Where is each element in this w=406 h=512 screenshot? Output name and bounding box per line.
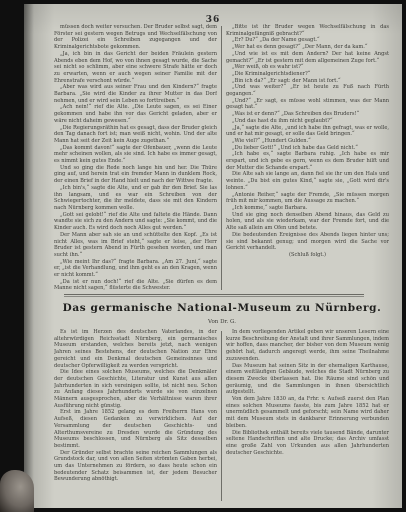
- article-title: Das germanische National-Museum zu Nürnberg.: [62, 302, 382, 314]
- article-right-column: [226, 329, 389, 504]
- paragraph: „Ich habe es,“ sagte Barbara ruhig. „Ich habe es mir erspart, und ich gebe es gern, wenn es dem Bruder hilft und der Mutter die Schande erspart.“: [226, 151, 389, 171]
- paragraph: Die Idee eines solchen Museums, welches die Denkmäler der deutschen Geschichte, Literatur und Kunst aus allen Jahrhunderten in sich vereinigen sollte, ist nicht neu. Schon zu Anfang dieses Jahrhunderts wurde sie von einzelnen Männern ausgesprochen, aber die Verhältnisse waren ihrer Ausführung nicht günstig.: [54, 369, 217, 409]
- section-rule-thin: [64, 296, 364, 297]
- paragraph: „Ja, ich bin in das Gericht der beiden Fräulein gestern Abends eben dem Hof, wo von ihnen gesagt wurde, die Sache sei nicht so schlimm, aber eine schwere Strafe hätte er doch zu erwarten, wenn er auch wegen seiner Familie mit der Ehrenstrafe verschont würde.“: [54, 50, 217, 84]
- paragraph: „Antonie Reiher,“ sagte der Fremde, „Sie müssen morgen früh mit mir kommen, um die Aussage zu machen.“: [226, 191, 389, 205]
- paragraph: Der Mann aber sah sie an und schüttelte den Kopf. „Es ist nicht Alles, was im Brief steht,“ sagte er leise, „der Herr Bruder ist gestern Abend in Fürth gesehen worden, und man sucht ihn.“: [54, 231, 217, 258]
- paragraph: „Er? Du?“ „Da der Name gesagt.“: [232, 37, 320, 44]
- paragraph: müssen doch weiter versuchen. Der Bruder selbst sagt, dem Förster sei gestern wegen Betrugs und Wechselfälschung von der Polizei ein Schreiben zugegangen und der Kriminalgerichtsbote gekommen.: [54, 24, 217, 51]
- paragraph: „Die Kriminalgerichtsdiener?“: [232, 70, 311, 77]
- paragraph: Und sie ging noch denselben Abend hinaus, das Geld zu holen, und als sie wiederkam, war der Fremde fort, und die Alte saß allein am Ofen und betete.: [226, 211, 389, 232]
- column-divider: [221, 331, 222, 501]
- paragraph: Die Alte sah sie lange an, dann fiel sie ihr um den Hals und weinte. „Du bist ein gutes Kind,“ sagte sie, „Gott wird dir's lohnen.“: [226, 171, 389, 191]
- paragraph: „Und das hast du ihm nicht geglaubt?“: [232, 117, 333, 124]
- paragraph: In dem vorliegenden Artikel geben wir unseren Lesern eine kurze Beschreibung der Anstalt und ihrer Sammlungen, indem wir hoffen, dass mancher, der bisher von dem Museum wenig gehört hat, dadurch angeregt werde, ihm seine Theilnahme zuzuwenden.: [226, 329, 389, 362]
- story-columns: [54, 24, 390, 292]
- paragraph: Erst im Jahre 1852 gelang es dem Freiherrn Hans von Aufseß, diesen Gedanken zu verwirklichen. Auf der Versammlung der deutschen Geschichts- und Alterthumsvereine zu Dresden wurde die Gründung des Museums beschlossen, und Nürnberg als Sitz desselben bestimmt.: [54, 409, 217, 449]
- article-byline: Von Dr. G.: [208, 319, 236, 325]
- column-divider: [221, 26, 222, 290]
- end-mark: (Schluß folgt.): [288, 251, 327, 258]
- story-left-column: [54, 24, 217, 292]
- thumb: [0, 470, 34, 512]
- paragraph: „Was ist er denn?“ „Das Schreiben des Bruders!“: [232, 111, 360, 118]
- story-right-column: [226, 24, 389, 292]
- paragraph: Von dem Jahre 1830 an, da Frhr. v. Aufseß zuerst den Plan eines solchen Museums fasste, bis zum Jahre 1852 hat er unermüdlich gesammelt und geforscht; sein Name wird daher mit dem Museum stets in dankbarer Erinnerung verbunden bleiben.: [226, 396, 389, 429]
- paragraph: „Gott sei gelobt!“ rief die Alte und faltete die Hände. Dann wandte sie sich zu den Andern und sagte: „Sie kommt, und die Kinder auch. Es wird doch noch Alles gut werden.“: [54, 211, 217, 232]
- paragraph: Und so ging die Rede noch lange hin und her. Die Thüre ging auf, und herein trat ein fremder Mann in dunklem Rock, der einen Brief in der Hand hielt und nach der Wittwe fragte.: [54, 164, 217, 185]
- paragraph: Die bedeutenden Ereignisse des Abends liegen hinter uns; sie sind bekannt genug; und morgen wird die Sache vor Gericht verhandelt.: [226, 231, 389, 252]
- paragraph: „Das kommt davon!“ sagte der Ofenbauer, „wenn die Leute mehr scheinen wollen, als sie sind. Ich habe es immer gesagt, es nimmt kein gutes Ende.“: [54, 144, 217, 165]
- section-rule: [64, 294, 364, 295]
- paragraph: „Du lieber Gott!“ „Und ich habe das Geld nicht.“: [232, 144, 358, 151]
- paragraph: „Und was weiter?“ „Er ist heute zu Fuß nach Fürth gegangen.“: [226, 84, 389, 98]
- paragraph: Das Museum hat seinen Sitz in der ehemaligen Karthause, einem weitläufigen Gebäude, welches die Stadt Nürnberg zu diesem Zwecke überlassen hat. Die Räume sind schön und geräumig, und die Sammlungen in ihnen übersichtlich aufgestellt.: [226, 362, 389, 396]
- paragraph: „Und?“ „Er sagt, es müsse wohl stimmen, was der Mann gesagt hat.“: [226, 97, 389, 111]
- paragraph: „Wie viel?“ „Hundert Gulden.“: [232, 137, 311, 144]
- article-columns: [54, 329, 390, 504]
- article-left-column: [54, 329, 217, 504]
- paragraph: „Bitte ist ihr Bruder wegen Wechselfälschung in das Kriminalgefängniß gebracht?“: [226, 24, 389, 37]
- paragraph: „Ja,“ sagte die Alte, „und ich habe ihn gefragt, was er wolle, und er hat mir gesagt, er solle das Geld bringen.“: [226, 124, 389, 138]
- gutter-shadow: [24, 4, 34, 508]
- paragraph: „Wie meint Ihr das?“ fragte Barbara. „Am 27. Juni,“ sagte er, „ist die Verhandlung, und ihm geht es an den Kragen, wenn er nicht kommt.“: [54, 258, 217, 279]
- paragraph: „Ich komme,“ sagte Barbara.: [232, 204, 308, 211]
- page-number: 36: [205, 15, 221, 25]
- paragraph: „Aber was wird aus seiner Frau und den Kindern?“ fragte Barbara. „Sie wird die Kinder zu ihrer Mutter in das Dorf nehmen, und er wird sein Leben so forttreiben.“: [54, 84, 217, 104]
- paragraph: „Und wie ist es mit dem Andern? Der hat keine Angst gemacht?“ „Er ist gestern mit dem allgemeinen Zuge fort.“: [226, 50, 389, 64]
- paragraph: Der Gründer selbst brachte seine reichen Sammlungen als Grundstock dar, und von allen Seiten strömten Gaben herbei, um das Unternehmen zu fördern, so dass heute schon ein bedeutender Schatz beisammen ist, der jedem Besucher Bewunderung abnöthigt.: [54, 449, 217, 483]
- paragraph: Die Bibliothek enthält bereits viele tausend Bände, darunter seltene Handschriften und alte Drucke; das Archiv umfasst eine große Zahl von Urkunden aus allen Jahrhunderten deutscher Geschichte.: [226, 429, 389, 456]
- paragraph: Es ist im Herzen des deutschen Vaterlandes, in der altehrwürdigen Reichsstadt Nürnberg, ein germanisches Museum erstanden, welches bereits jetzt, nach wenigen Jahren seines Bestehens, der deutschen Nation zur Ehre gereicht und ein Denkmal deutschen Gemeinsinnes und deutscher Opferwilligkeit zu werden verspricht.: [54, 329, 217, 369]
- book-page: [24, 4, 402, 508]
- paragraph: „Da ist er nun doch!“ rief die Alte. „Sie dürfen es dem Manne nicht sagen,“ flüsterte die Schwester.: [54, 278, 217, 292]
- paragraph: „Die Regierungsräthin hat es gesagt, dass der Bruder gleich den Tag danach fort ist; man weiß nicht, wohin. Und der alte Mann hat seit der Zeit kein Auge zugethan.“: [54, 124, 217, 144]
- paragraph: „Wer hat es denn gesagt?“ „Der Mann, der da kam.“: [232, 44, 368, 51]
- paragraph: „Bin ich da?“ „Er sagt: der Mann ist fort.“: [232, 77, 341, 84]
- paragraph: „Ach nein!“ rief die Alte. „Die Leute sagen, es sei Einer gekommen und habe ihn vor das Gericht geladen, aber er wäre nicht daheim gewesen.“: [54, 104, 217, 124]
- paragraph: „Ich bin's,“ sagte die Alte, und er gab ihr den Brief. Sie las ihn langsam, und es war ein Schreiben von der Schwiegertochter, die ihr meldete, dass sie mit den Kindern nach Nürnberg kommen wolle.: [54, 184, 217, 211]
- paragraph: „Wer weiß, ob es wahr ist?“: [232, 64, 304, 71]
